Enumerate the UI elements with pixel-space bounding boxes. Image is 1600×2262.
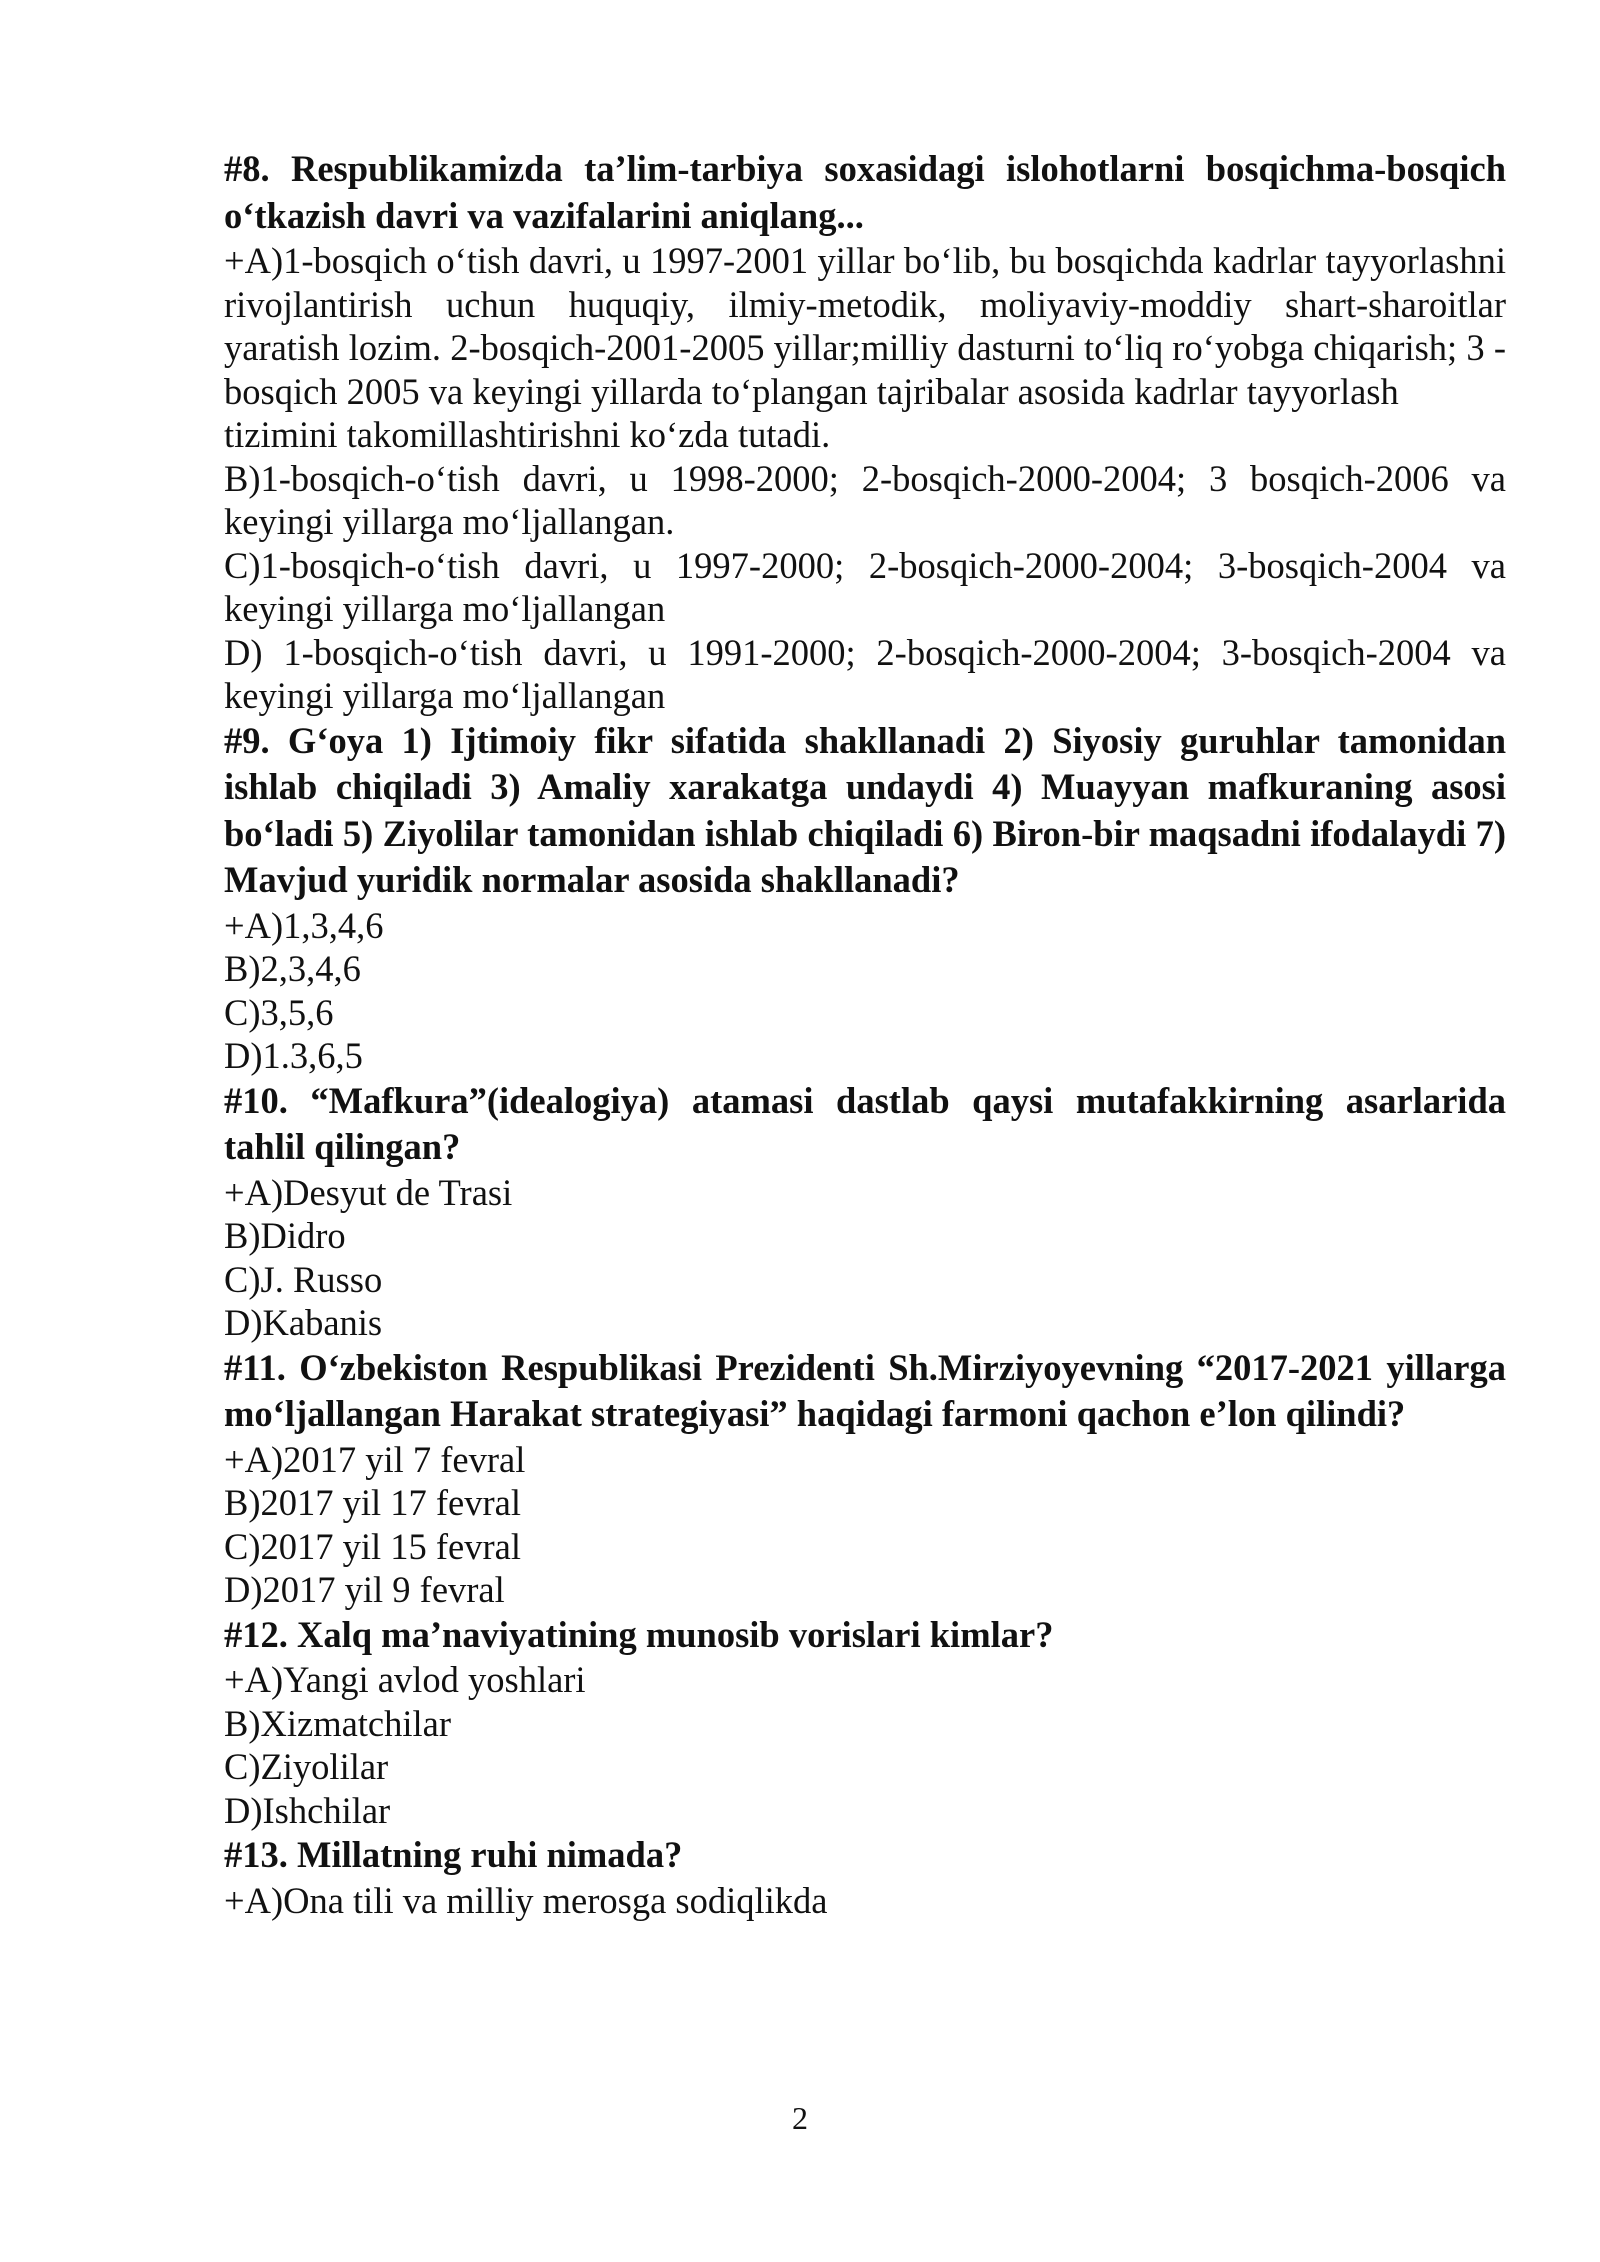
question-9	[224, 718, 1506, 1078]
question-11	[224, 1345, 1506, 1612]
question-prompt: #9. G‘oya 1) Ijtimoiy fikr sifatida shakllanadi 2) Siyosiy guruhlar tamonidan ishlab chiqiladi 3) Amaliy xarakatga undaydi 4) Muayyan mafkuraning asosi bo‘ladi 5) Ziyolilar tamonidan ishlab chiqiladi 6) Biron-bir maqsadni ifodalaydi 7) Mavjud yuridik normalar asosida shakllanadi?	[224, 719, 1506, 900]
question-prompt: #11. O‘zbekiston Respublikasi Prezidenti Sh.Mirziyoyevning “2017-2021 yillarga mo‘ljallangan Harakat strategiyasi” haqidagi farmoni qachon e’lon qilindi?	[224, 1346, 1506, 1434]
document-page	[224, 146, 1506, 1922]
question-prompt: #12. Xalq ma’naviyatining munosib vorislari kimlar?	[224, 1613, 1054, 1655]
answer-option: C)J. Russo	[224, 1258, 383, 1300]
answer-option: B)Xizmatchilar	[224, 1702, 452, 1744]
answer-option: D)2017 yil 9 fevral	[224, 1569, 505, 1610]
answer-option: +A)Desyut de Trasi	[224, 1171, 513, 1213]
question-prompt: #13. Millatning ruhi nimada?	[224, 1834, 683, 1875]
question-8	[224, 146, 1506, 718]
answer-option: C)2017 yil 15 fevral	[224, 1525, 522, 1567]
answer-option-continuation: tizimini takomillashtirishni ko‘zda tutadi.	[224, 414, 831, 455]
answer-option: C)3,5,6	[224, 991, 334, 1033]
answer-option: C)1-bosqich-o‘tish davri, u 1997-2000; 2-bosqich-2000-2004; 3-bosqich-2004 va keyingi yillarga mo‘ljallangan	[224, 544, 1506, 629]
answer-option: B)2017 yil 17 fevral	[224, 1482, 522, 1523]
page-number: 2	[792, 2100, 808, 2136]
question-13	[224, 1832, 1506, 1922]
answer-option: B)2,3,4,6	[224, 948, 361, 989]
answer-option: +A)Yangi avlod yoshlari	[224, 1659, 586, 1700]
answer-option: D) 1-bosqich-o‘tish davri, u 1991-2000; 2-bosqich-2000-2004; 3-bosqich-2004 va keyingi yillarga mo‘ljallangan	[224, 631, 1506, 716]
answer-option: +A)1,3,4,6	[224, 904, 384, 946]
answer-option: +A)Ona tili va milliy merosga sodiqlikda	[224, 1879, 828, 1921]
answer-option: D)Kabanis	[224, 1302, 383, 1343]
answer-option: D)1.3,6,5	[224, 1035, 363, 1076]
question-12	[224, 1612, 1506, 1833]
answer-option: C)Ziyolilar	[224, 1746, 389, 1787]
question-prompt: #10. “Mafkura”(idealogiya) atamasi dastlab qaysi mutafakkirning asarlarida tahlil qilingan?	[224, 1079, 1506, 1167]
answer-option: +A)2017 yil 7 fevral	[224, 1438, 526, 1480]
question-10	[224, 1078, 1506, 1345]
question-prompt: #8. Respublikamizda ta’lim-tarbiya soxasidagi islohotlarni bosqichma-bosqich o‘tkazish davri va vazifalarini aniqlang...	[224, 148, 1506, 236]
answer-option: +A)1-bosqich o‘tish davri, u 1997-2001 yillar bo‘lib, bu bosqichda kadrlar tayyorlashni rivojlantirish uchun huquqiy, ilmiy-metodik, moliyaviy-moddiy shart-sharoitlar yaratish lozim. 2-bosqich-2001-2005 yillar;milliy dasturni to‘liq ro‘yobga chiqarish; 3 -bosqich 2005 va keyingi yillarda to‘plangan tajribalar asosida kadrlar tayyorlash	[224, 240, 1506, 412]
answer-option: D)Ishchilar	[224, 1789, 391, 1831]
answer-option: B)Didro	[224, 1215, 346, 1256]
answer-option: B)1-bosqich-o‘tish davri, u 1998-2000; 2-bosqich-2000-2004; 3 bosqich-2006 va keyingi yillarga mo‘ljallangan.	[224, 457, 1506, 542]
